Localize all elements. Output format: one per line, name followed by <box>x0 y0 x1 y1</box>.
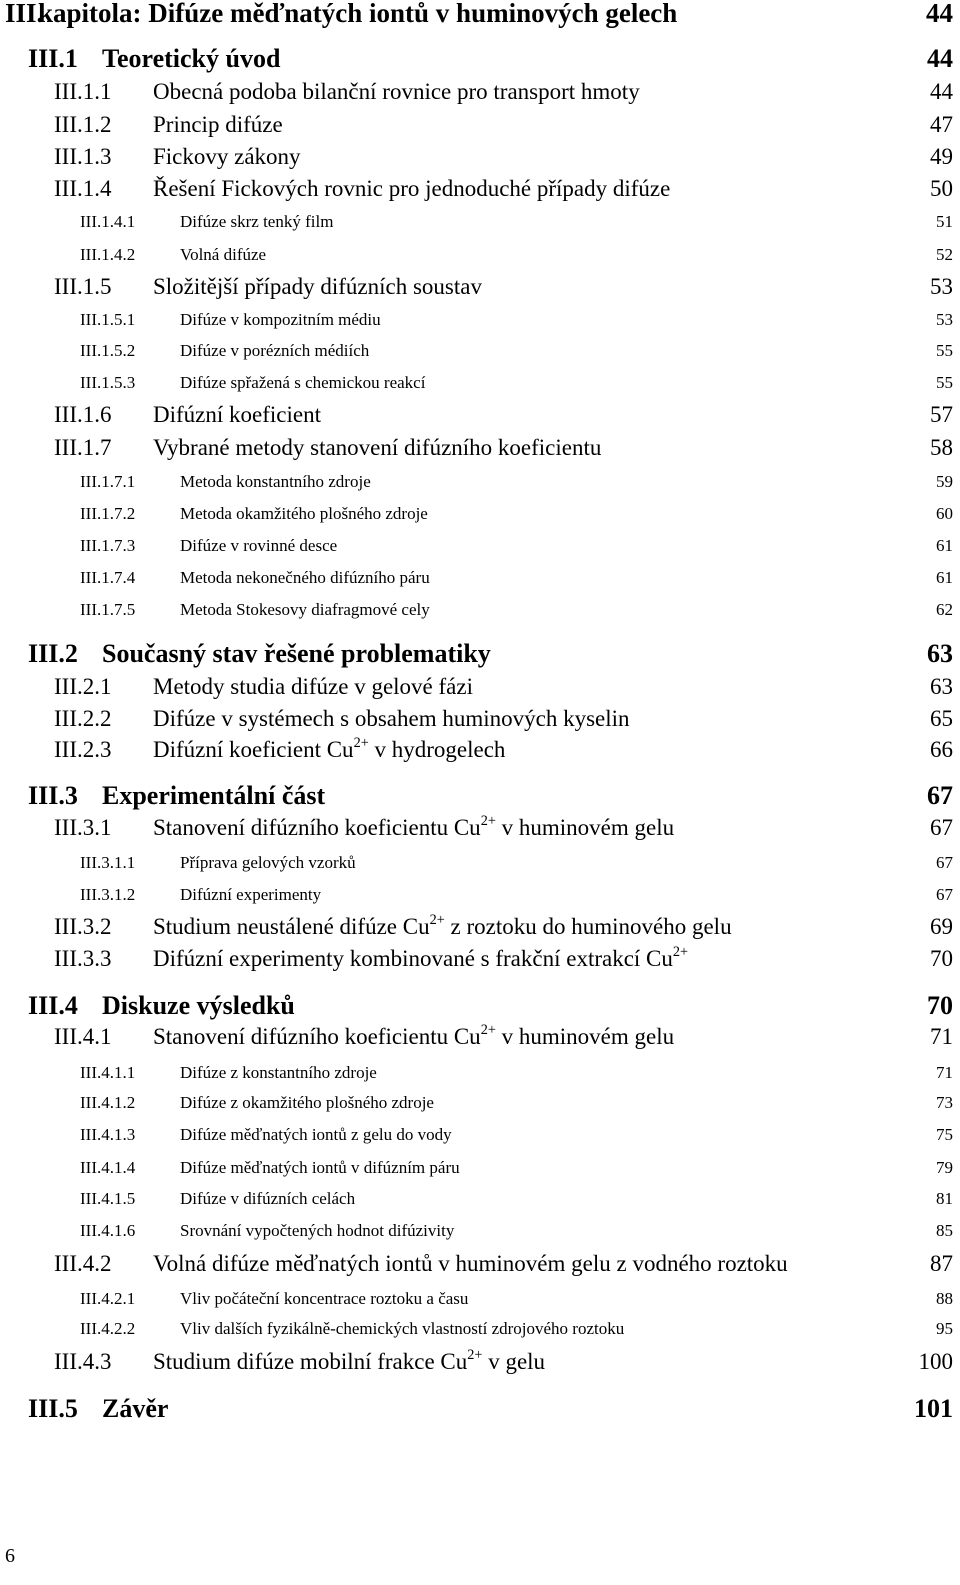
toc-entry-title-text: Volná difúze měďnatých iontů v huminovém gelu z vodného roztoku <box>153 1251 788 1276</box>
toc-entry-page: 61 <box>936 568 953 587</box>
toc-entry-title-rest: v huminovém gelu <box>495 1024 675 1049</box>
toc-entry-number: III.4.1.3 <box>80 1125 136 1144</box>
toc-entry-number: III.1.4.2 <box>80 245 136 264</box>
toc-entry-page: 73 <box>936 1093 953 1112</box>
toc-entry-number: III.1.5.2 <box>80 341 136 360</box>
toc-entry-number: III.1.5.1 <box>80 310 136 329</box>
toc-entry-title-text: Difúze spřažená s chemickou reakcí <box>180 373 426 392</box>
toc-entry-title <box>102 783 325 809</box>
toc-entry-title-text: Difúze v rovinné desce <box>180 536 338 555</box>
toc-entry-title-text: kapitola: Difúze měďnatých iontů v huminových gelech <box>38 0 678 28</box>
toc-entry-page: 75 <box>936 1125 953 1144</box>
toc-entry-number: III.4.1 <box>54 1024 112 1049</box>
toc-entry-title <box>153 113 283 136</box>
toc-entry-page: 67 <box>927 781 953 810</box>
toc-entry-page: 53 <box>936 310 953 329</box>
toc-entry-title <box>153 145 301 168</box>
toc-entry-title <box>180 886 321 903</box>
toc-entry-page: 63 <box>927 639 953 668</box>
toc-entry-page: 47 <box>930 112 953 137</box>
toc-entry-title-text: Současný stav řešené problematiky <box>102 639 491 668</box>
toc-entry-page: 66 <box>930 737 953 762</box>
toc-entry-number: III.4 <box>28 991 78 1020</box>
toc-entry-title <box>180 569 430 586</box>
toc-entry-page: 62 <box>936 600 953 619</box>
toc-entry-title <box>180 342 369 359</box>
toc-entry-title-text: Vliv dalších fyzikálně-chemických vlastností zdrojového roztoku <box>180 1319 625 1338</box>
toc-entry-number: III.1.3 <box>54 144 112 169</box>
toc-entry-title <box>153 80 640 103</box>
toc-entry-title-text: Difúze měďnatých iontů v difúzním páru <box>180 1158 460 1177</box>
toc-entry-title-text: Stanovení difúzního koeficientu Cu <box>153 815 481 840</box>
toc-entry-number: III.2.3 <box>54 737 112 762</box>
toc-entry-title <box>153 1021 675 1049</box>
toc-entry-title-text: Studium neustálené difúze Cu <box>153 914 430 939</box>
toc-entry-title-text: Diskuze výsledků <box>102 991 295 1020</box>
toc-entry-title <box>102 46 280 72</box>
toc-entry-title <box>153 1252 788 1275</box>
toc-entry-number: III.4.1.5 <box>80 1189 136 1208</box>
toc-entry-title-text: Volná difúze <box>180 245 267 264</box>
toc-entry-title-text: Složitější případy difúzních soustav <box>153 274 482 299</box>
toc-entry-page: 71 <box>936 1063 953 1082</box>
toc-entry-number: III.1 <box>28 44 78 73</box>
toc-entry-page: 70 <box>927 991 953 1020</box>
toc-entry-number: III.4.3 <box>54 1349 112 1374</box>
toc-entry-title-text: Difúze z okamžitého plošného zdroje <box>180 1093 434 1112</box>
toc-entry-title-text: Příprava gelových vzorků <box>180 853 356 872</box>
toc-entry-title-text: Difúze skrz tenký film <box>180 212 334 231</box>
toc-entry-number: III.1.7.1 <box>80 472 136 491</box>
toc-entry-title <box>153 1346 546 1374</box>
superscript-charge: 2+ <box>353 734 369 751</box>
toc-entry-title-rest: v gelu <box>482 1349 546 1374</box>
toc-entry-number: III.3.1.1 <box>80 853 136 872</box>
toc-entry-title-text: Difúze v systémech s obsahem huminových kyselin <box>153 706 630 731</box>
toc-entry-title <box>153 734 506 762</box>
toc-entry-title-text: Teoretický úvod <box>102 44 281 73</box>
toc-entry-title-text: Řešení Fickových rovnic pro jednoduché případy difúze <box>153 176 671 201</box>
toc-entry-title <box>153 436 601 459</box>
toc-entry-number: III.2.2 <box>54 706 112 731</box>
toc-entry-title <box>180 1320 624 1337</box>
toc-entry-title-rest: v huminovém gelu <box>495 815 675 840</box>
toc-entry-title-text: Experimentální část <box>102 781 326 810</box>
toc-entry-number: III.1.4 <box>54 176 112 201</box>
toc-entry-page: 87 <box>930 1251 953 1276</box>
toc-entry-title-text: Metoda Stokesovy diafragmové cely <box>180 600 430 619</box>
toc-entry-title-text: Metody studia difúze v gelové fázi <box>153 674 473 699</box>
toc-entry-number: III.4.2.1 <box>80 1289 136 1308</box>
toc-entry-page: 60 <box>936 504 953 523</box>
toc-entry-title <box>153 812 675 840</box>
toc-entry-page: 55 <box>936 373 953 392</box>
toc-entry-number: III.4.1.1 <box>80 1063 136 1082</box>
toc-entry-number: III. <box>5 0 44 28</box>
page-number: 6 <box>5 1545 15 1567</box>
toc-entry-title <box>180 1064 377 1081</box>
toc-entry-title <box>102 1396 168 1422</box>
toc-entry-number: III.1.7.2 <box>80 504 136 523</box>
toc-entry-title <box>180 374 425 391</box>
toc-entry-number: III.1.7 <box>54 435 112 460</box>
toc-entry-title-text: Závěr <box>102 1394 169 1423</box>
toc-entry-page: 50 <box>930 176 953 201</box>
toc-entry-number: III.3.1 <box>54 815 112 840</box>
toc-entry-title <box>180 1222 454 1239</box>
toc-entry-title <box>180 1094 434 1111</box>
toc-entry-page: 55 <box>936 341 953 360</box>
toc-entry-number: III.1.4.1 <box>80 212 136 231</box>
toc-entry-title <box>180 1190 355 1207</box>
toc-entry-title <box>180 1159 460 1176</box>
toc-entry-number: III.4.1.2 <box>80 1093 136 1112</box>
toc-entry-number: III.2 <box>28 639 78 668</box>
toc-entry-page: 81 <box>936 1189 953 1208</box>
toc-entry-number: III.2.1 <box>54 674 112 699</box>
toc-entry-page: 44 <box>930 79 953 104</box>
toc-entry-title-text: Stanovení difúzního koeficientu Cu <box>153 1024 481 1049</box>
toc-entry-title-text: Difúze v difúzních celách <box>180 1189 356 1208</box>
toc-entry-title <box>153 675 473 698</box>
toc-entry-title <box>180 213 333 230</box>
toc-entry-title <box>153 177 670 200</box>
toc-entry-number: III.4.1.6 <box>80 1221 136 1240</box>
toc-entry-number: III.1.5.3 <box>80 373 136 392</box>
toc-entry-page: 57 <box>930 402 953 427</box>
toc-entry-title-text: Srovnání vypočtených hodnot difúzivity <box>180 1221 455 1240</box>
superscript-charge: 2+ <box>672 943 689 960</box>
toc-entry-page: 70 <box>930 946 953 971</box>
toc-entry-number: III.5 <box>28 1394 78 1423</box>
toc-entry-title <box>180 601 430 618</box>
toc-entry-number: III.1.7.3 <box>80 536 136 555</box>
toc-entry-title <box>180 473 371 490</box>
toc-entry-number: III.1.2 <box>54 112 112 137</box>
toc-entry-page: 44 <box>926 0 953 28</box>
toc-entry-title-text: Princip difúze <box>153 112 283 137</box>
toc-entry-page: 67 <box>930 815 953 840</box>
toc-entry-title <box>102 641 491 667</box>
toc-entry-title-text: Vybrané metody stanovení difúzního koeficientu <box>153 435 602 460</box>
toc-entry-title-text: Studium difúze mobilní frakce Cu <box>153 1349 468 1374</box>
toc-entry-title <box>153 707 630 730</box>
toc-entry-number: III.3.3 <box>54 946 112 971</box>
toc-entry-page: 59 <box>936 472 953 491</box>
toc-entry-page: 52 <box>936 245 953 264</box>
toc-entry-title <box>153 943 689 971</box>
toc-entry-title <box>153 275 482 298</box>
toc-entry-title <box>180 1290 468 1307</box>
toc-entry-number: III.1.1 <box>54 79 112 104</box>
toc-entry-number: III.4.2.2 <box>80 1319 136 1338</box>
toc-entry-title-text: Metoda okamžitého plošného zdroje <box>180 504 428 523</box>
toc-entry-title-text: Metoda nekonečného difúzního páru <box>180 568 430 587</box>
toc-entry-page: 95 <box>936 1319 953 1338</box>
toc-entry-number: III.3.2 <box>54 914 112 939</box>
toc-entry-title-text: Fickovy zákony <box>153 144 301 169</box>
toc-entry-title-text: Difúze z konstantního zdroje <box>180 1063 377 1082</box>
toc-entry-title <box>180 1126 452 1143</box>
superscript-charge: 2+ <box>467 1346 483 1363</box>
toc-entry-title <box>180 854 356 871</box>
toc-entry-title-text: Difúzní koeficient <box>153 402 321 427</box>
toc-entry-title <box>180 505 428 522</box>
toc-entry-page: 101 <box>914 1394 953 1423</box>
toc-entry-title-text: Vliv počáteční koncentrace roztoku a času <box>180 1289 469 1308</box>
toc-entry-title <box>180 537 337 554</box>
toc-entry-title <box>38 0 677 27</box>
toc-entry-title-rest: z roztoku do huminového gelu <box>444 914 732 939</box>
toc-entry-title-text: Obecná podoba bilanční rovnice pro transport hmoty <box>153 79 640 104</box>
toc-entry-page: 67 <box>936 885 953 904</box>
toc-entry-title <box>180 311 381 328</box>
toc-entry-number: III.1.7.4 <box>80 568 136 587</box>
toc-entry-title-text: Difúze měďnatých iontů z gelu do vody <box>180 1125 452 1144</box>
superscript-charge: 2+ <box>429 911 445 928</box>
toc-entry-page: 100 <box>918 1349 953 1374</box>
toc-entry-page: 58 <box>930 435 953 460</box>
toc-entry-page: 71 <box>930 1024 953 1049</box>
toc-entry-title-rest: v hydrogelech <box>368 737 506 762</box>
toc-entry-title-text: Difúzní experimenty kombinované s frakční extrakcí Cu <box>153 946 673 971</box>
toc-entry-page: 69 <box>930 914 953 939</box>
superscript-charge: 2+ <box>480 812 496 829</box>
toc-entry-number: III.4.1.4 <box>80 1158 136 1177</box>
toc-entry-page: 44 <box>927 44 953 73</box>
toc-entry-page: 63 <box>930 674 953 699</box>
superscript-charge: 2+ <box>480 1021 496 1038</box>
toc-entry-number: III.4.2 <box>54 1251 112 1276</box>
toc-entry-page: 53 <box>930 274 953 299</box>
toc-entry-title <box>180 246 266 263</box>
toc-entry-title-text: Difúzní experimenty <box>180 885 322 904</box>
toc-entry-title-text: Difúze v kompozitním médiu <box>180 310 381 329</box>
toc-entry-number: III.1.5 <box>54 274 112 299</box>
toc-entry-page: 61 <box>936 536 953 555</box>
toc-entry-page: 65 <box>930 706 953 731</box>
toc-entry-page: 88 <box>936 1289 953 1308</box>
toc-entry-title-text: Difúze v porézních médiích <box>180 341 370 360</box>
toc-entry-title <box>153 403 321 426</box>
toc-entry-page: 79 <box>936 1158 953 1177</box>
toc-entry-page: 67 <box>936 853 953 872</box>
toc-entry-page: 51 <box>936 212 953 231</box>
toc-entry-number: III.1.6 <box>54 402 112 427</box>
toc-entry-title-text: Difúzní koeficient Cu <box>153 737 354 762</box>
toc-entry-title <box>102 993 295 1019</box>
toc-entry-page: 85 <box>936 1221 953 1240</box>
toc-entry-number: III.3.1.2 <box>80 885 136 904</box>
toc-entry-page: 49 <box>930 144 953 169</box>
toc-entry-title <box>153 911 732 939</box>
toc-entry-number: III.3 <box>28 781 78 810</box>
toc-entry-number: III.1.7.5 <box>80 600 136 619</box>
toc-entry-title-text: Metoda konstantního zdroje <box>180 472 371 491</box>
